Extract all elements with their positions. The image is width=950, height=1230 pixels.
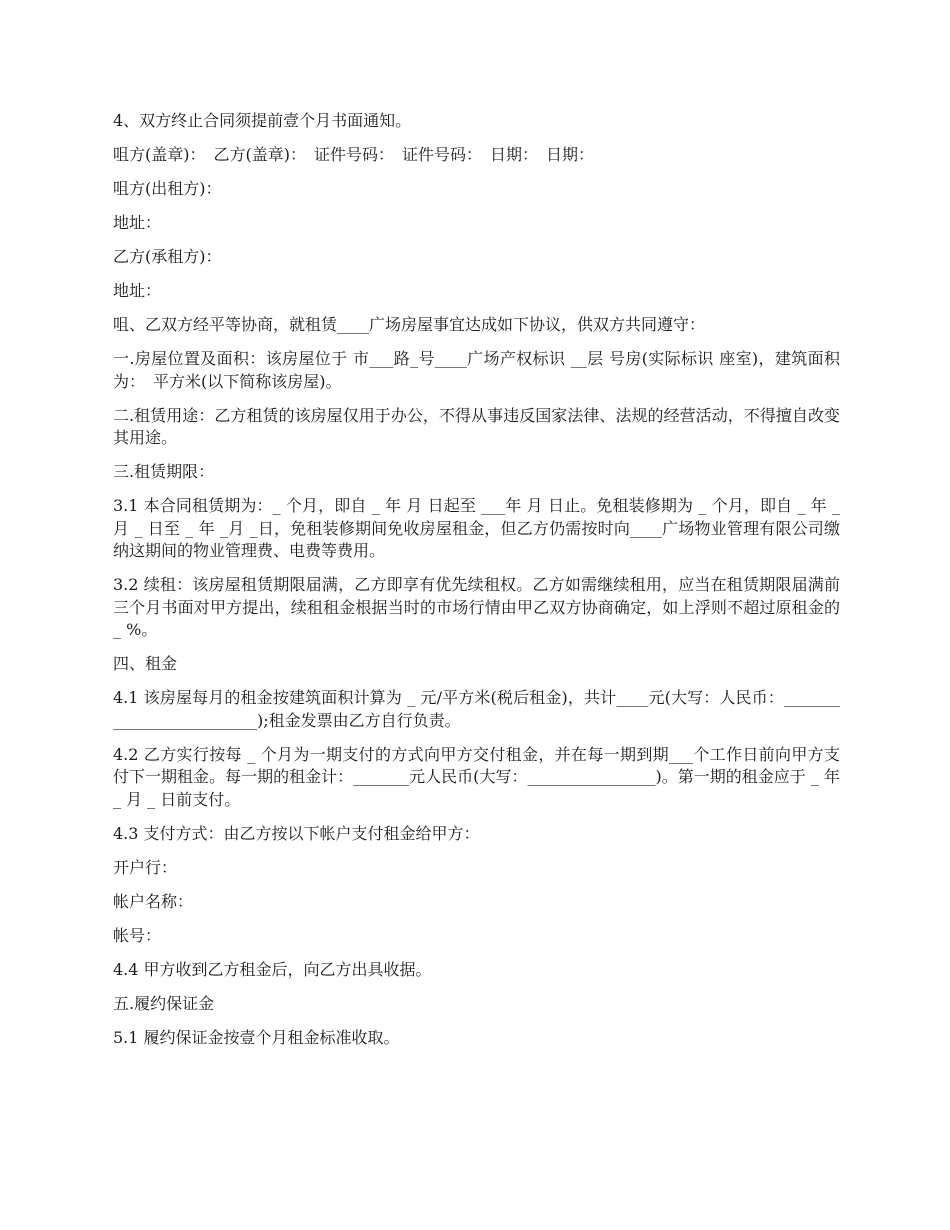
party-b-address-label: 地址： [113, 281, 162, 300]
clause-4-termination-notice: 4、双方终止合同须提前壹个月书面通知。 [113, 111, 412, 130]
account-name-label: 帐户名称： [113, 891, 194, 911]
section-3-heading: 三.租赁期限： [113, 462, 215, 481]
account-number-label: 帐号： [113, 925, 162, 945]
party-a-address-label: 地址： [113, 213, 162, 232]
clause-3-2-renewal: 3.2 续租：该房屋租赁期限届满，乙方即享有优先续租权。乙方如需继续租用，应当在租赁期限届满前三个月书面对甲方提出，续租租金根据当时的市场行情由甲乙双方协商确定，如上浮则不超过原租金的 _ %。 [113, 575, 840, 639]
clause-4-2-payment-period: 4.2 乙方实行按每 _ 个月为一期支付的方式向甲方交付租金，并在每一期到期___个工作日前向甲方支付下一期租金。每一期的租金计：_______元人民币(大写：________________)。第一期的租金应于 _ 年 _ 月 _ 日前支付。 [113, 744, 840, 809]
section-2-usage: 二.租赁用途：乙方租赁的该房屋仅用于办公，不得从事违反国家法律、法规的经营活动，不得擅自改变其用途。 [113, 405, 840, 447]
party-b-lessee-label: 乙方(承租方)： [113, 247, 222, 266]
clause-4-3-payment-method: 4.3 支付方式：由乙方按以下帐户支付租金给甲方： [113, 823, 480, 843]
bank-name-label: 开户行： [113, 857, 178, 877]
section-4-heading: 四、租金 [113, 654, 178, 673]
clause-5-1-deposit: 5.1 履约保证金按壹个月租金标准收取。 [113, 1027, 400, 1047]
clause-3-1-lease-term: 3.1 本合同租赁期为：_ 个月，即自 _ 年 月 日起至 ___年 月 日止。免租装修期为 _ 个月，即自 _ 年 _ 月 _ 日至 _ 年 _月 _日，免租装修期间免收房屋租金，但乙方仍需按时向____广场物业管理有限公司缴纳这期间的物业管理费、电费等费用。 [113, 496, 840, 560]
clause-4-1-rent-amount: 4.1 该房屋每月的租金按建筑面积计算为 _ 元/平方米(税后租金)，共计____元(大写：人民币：_________________________);租金发票由乙方自行负责。 [113, 688, 840, 730]
section-1-location-area: 一.房屋位置及面积：该房屋位于 市___路_号____广场产权标识 __层 号房(实际标识 座室)，建筑面积为： 平方米(以下简称该房屋)。 [113, 349, 840, 391]
clause-4-4-receipt: 4.4 甲方收到乙方租金后，向乙方出具收据。 [113, 959, 432, 979]
party-a-lessor-label: 咀方(出租方)： [113, 179, 222, 198]
agreement-preamble: 咀、乙双方经平等协商，就租赁____广场房屋事宜达成如下协议，供双方共同遵守： [113, 315, 706, 334]
section-5-heading: 五.履约保证金 [113, 993, 215, 1013]
signature-fields: 咀方(盖章)： 乙方(盖章)： 证件号码： 证件号码： 日期： 日期： [113, 145, 594, 164]
